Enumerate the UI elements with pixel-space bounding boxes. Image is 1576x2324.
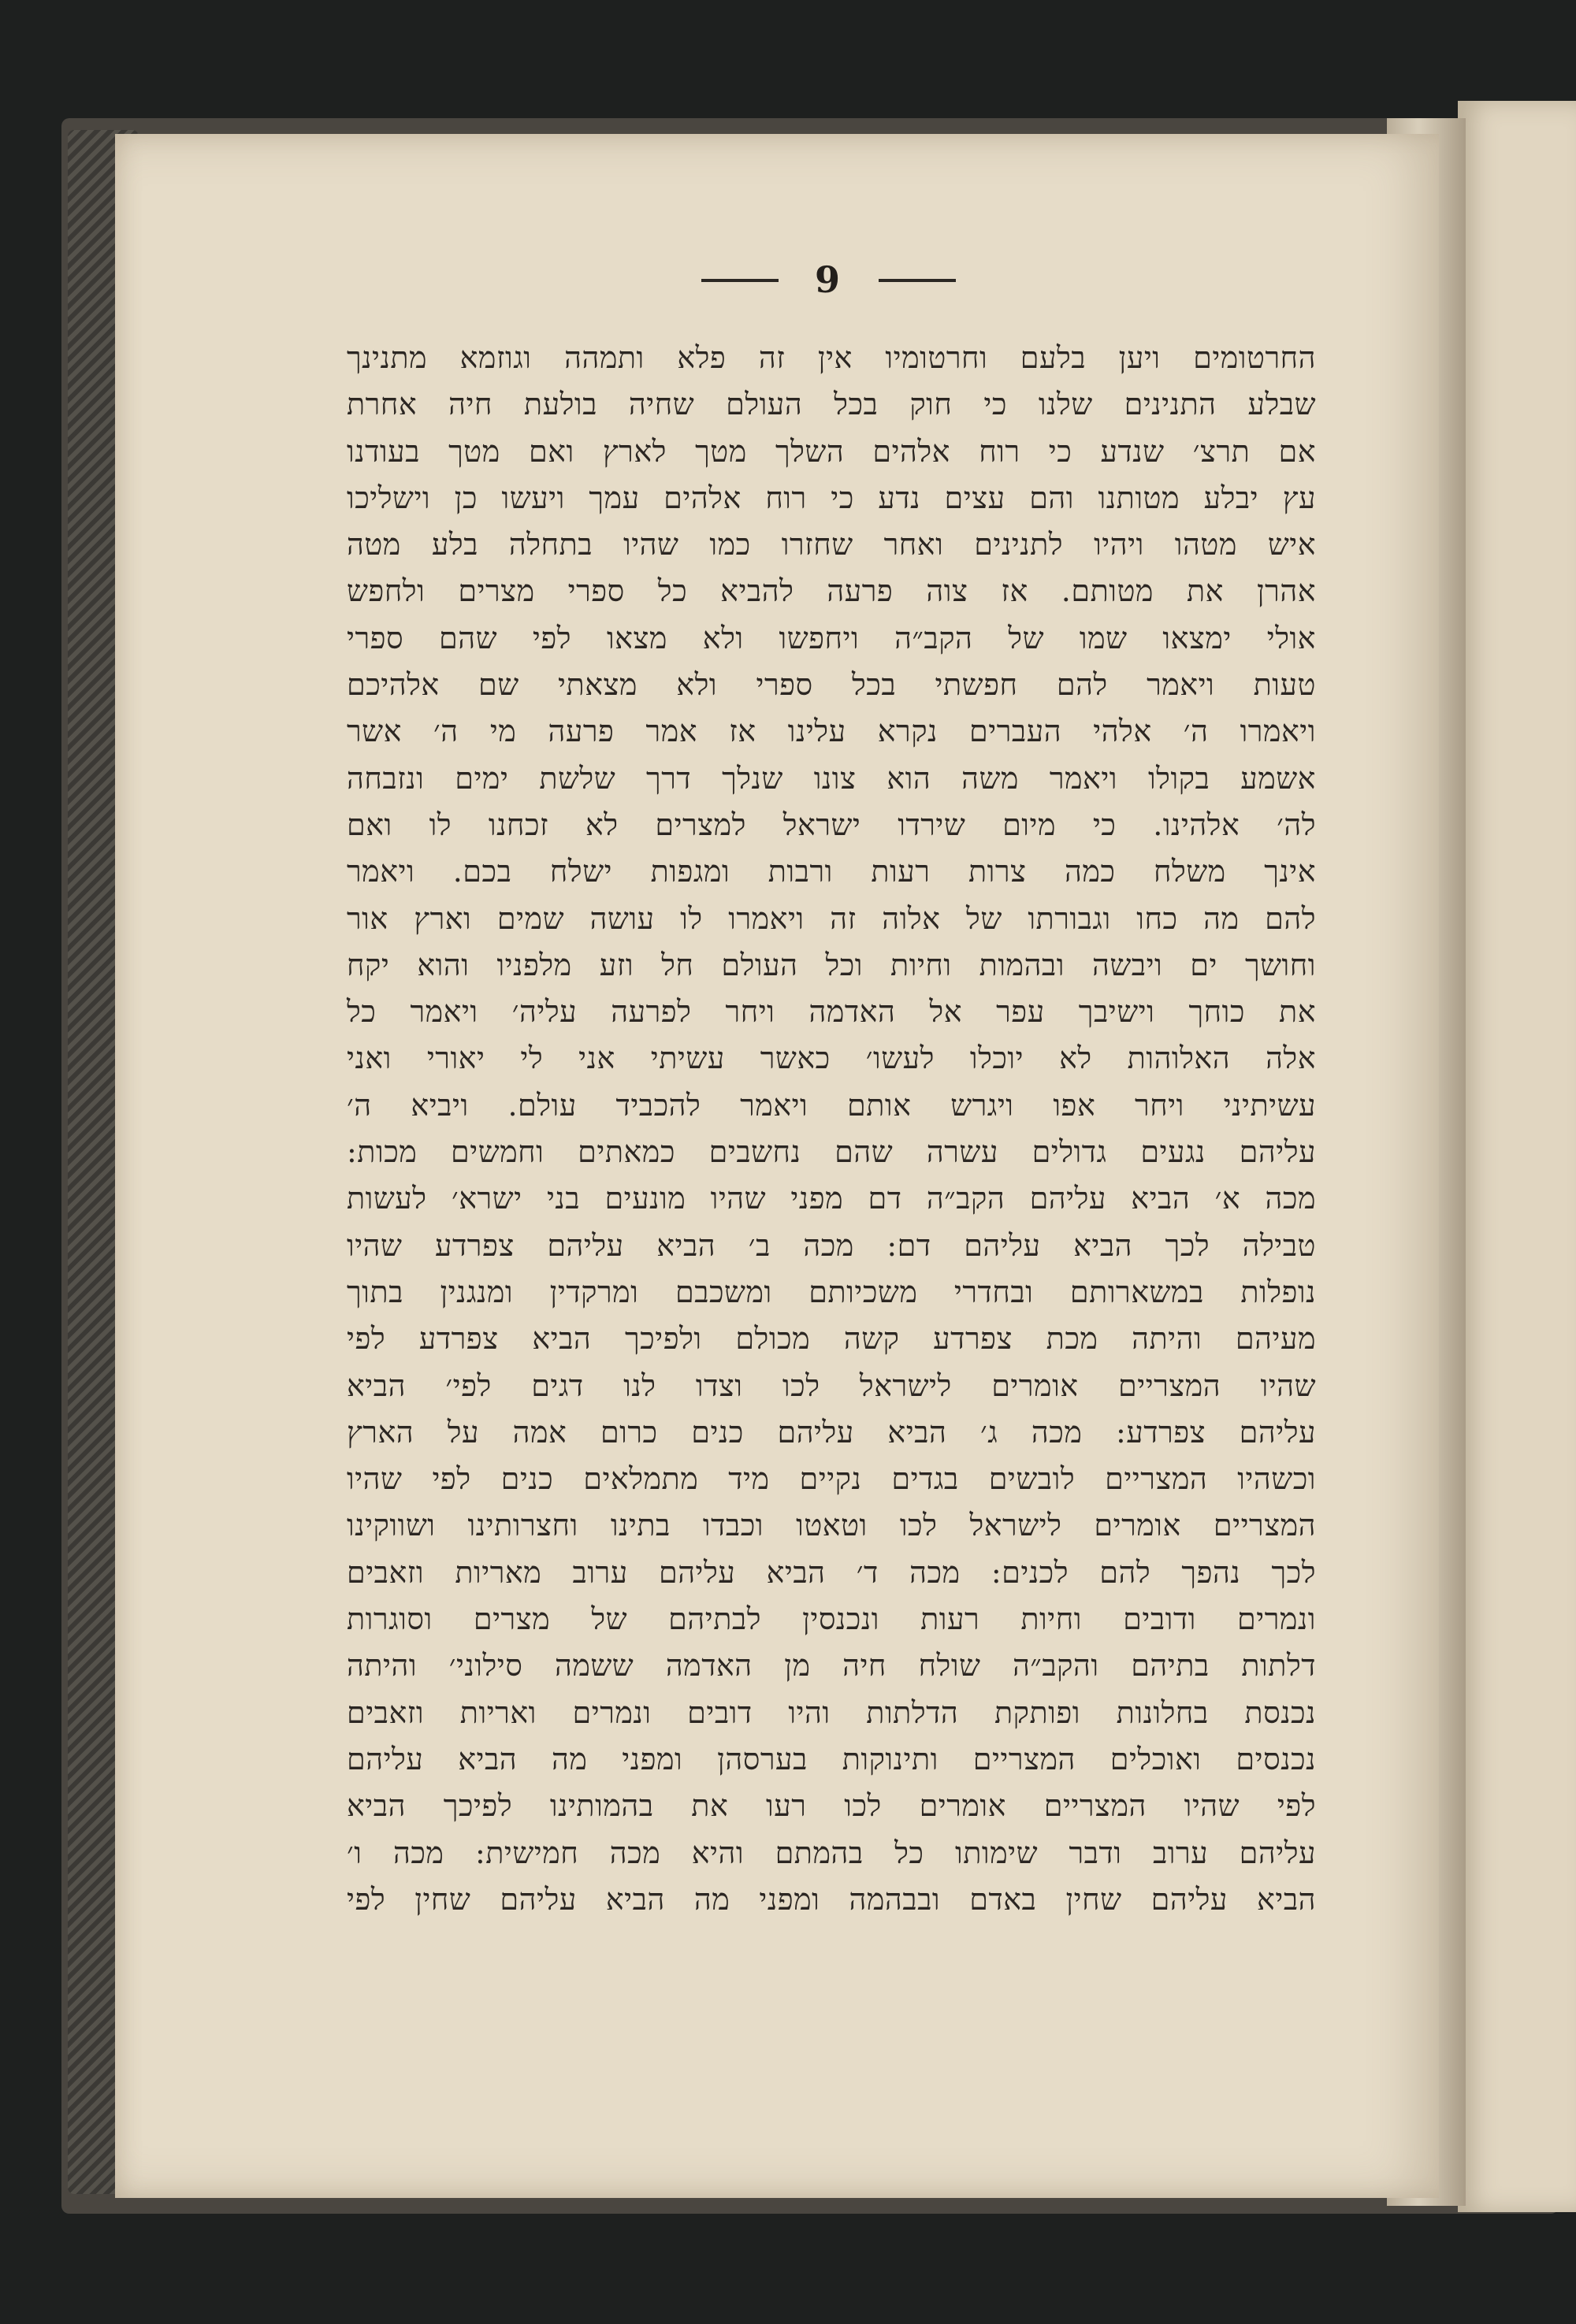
text-line: טבילה לכך הביא עליהם דם: מכה ב׳ הביא עליהם צפרדע שהיו — [347, 1227, 1316, 1263]
facing-page — [1458, 101, 1576, 2212]
text-line: החרטומים ויען בלעם וחרטומיו אין זה פלא ותמהה וגוזמא מתנינך — [347, 340, 1316, 375]
text-line: עליהם ערוב ודבר שימותו כל בהמתם והיא מכה חמישית: מכה ו׳ — [347, 1835, 1316, 1870]
text-line: המצריים אומרים לישראל לכו וטאטו וכבדו בתינו וחצרותינו ושווקינו — [347, 1508, 1316, 1543]
text-line: את כוחך וישיבך עפר אל האדמה ויחר לפרעה עליה׳ ויאמר כל — [347, 994, 1316, 1030]
page-number-dash-left — [701, 279, 779, 282]
text-line: עץ יבלע מטותנו והם עצים נדע כי רוח אלהים עמך ויעשו כן וישליכו — [347, 480, 1316, 515]
text-line: שהיו המצריים אומרים לישראל לכו וצדו לנו דגים לפי׳ הביא — [347, 1368, 1316, 1403]
page-number-dash-right — [879, 279, 956, 282]
text-line: לה׳ אלהינו. כי מיום שירדו ישראל למצרים לא זכחנו לו ואם — [347, 807, 1316, 842]
text-line: עליהם צפרדע: מכה ג׳ הביא עליהם כנים כרום אמה על הארץ — [347, 1414, 1316, 1450]
text-line: מכה א׳ הביא עליהם הקב״ה דם מפני שהיו מונעים בני ישרא׳ לעשות — [347, 1181, 1316, 1216]
page-body-text — [347, 335, 1316, 1923]
text-line: עשיתיני ויחר אפו ויגרש אותם ויאמר להכביד עולם. ויביא ה׳ — [347, 1087, 1316, 1123]
text-line: הביא עליהם שחין באדם ובבהמה ומפני מה הביא עליהם שחין לפי — [347, 1881, 1316, 1917]
text-line: ויאמרו ה׳ אלהי העברים נקרא עלינו אז אמר פרעה מי ה׳ אשר — [347, 714, 1316, 749]
text-line: נכנסת בחלונות ופותקת הדלתות והיו דובים ונמרים ואריות וזאבים — [347, 1695, 1316, 1730]
text-line: להם מה כחו וגבורתו של אלוה זה ויאמרו לו עושה שמים וארץ אור — [347, 900, 1316, 936]
text-line: איש מטהו ויהיו לתנינים ואחר שחזרו כמו שהיו בתחלה בלע מטה — [347, 527, 1316, 562]
text-line: אשמע בקולו ויאמר משה הוא צונו שנלך דרך שלשת ימים ונזבחה — [347, 760, 1316, 796]
text-line: ונמרים ודובים וחיות רעות ונכנסין לבתיהם של מצרים וסוגרות — [347, 1602, 1316, 1637]
text-line: שבלע התנינים שלנו כי חוק בכל העולם שחיה בולעת חיה אחרת — [347, 387, 1316, 422]
page-header — [0, 252, 1576, 307]
text-line: אם תרצ׳ שנדע כי רוח אלהים השלך מטך לארץ ואם מטך בעודנו — [347, 433, 1316, 469]
text-line: אינך משלח כמה צרות רעות ורבות ומגפות ישלח בכם. ויאמר — [347, 854, 1316, 889]
text-line: לפי שהיו המצריים אומרים לכו רעו את בהמותינו לפיכך הביא — [347, 1788, 1316, 1824]
page-number: 9 — [814, 258, 840, 301]
text-line: מעיהם והיתה מכת צפרדע קשה מכולם ולפיכך הביא צפרדע לפי — [347, 1321, 1316, 1357]
text-line: נכנסים ואוכלים המצריים ותינוקות בערסהן ומפני מה הביא עליהם — [347, 1741, 1316, 1776]
text-line: לכך נהפך להם לכנים: מכה ד׳ הביא עליהם ערוב מאריות וזאבים — [347, 1554, 1316, 1590]
text-line: אלה האלוהות לא יוכלו לעשו׳ כאשר עשיתי אני לי יאורי ואני — [347, 1041, 1316, 1076]
text-line: דלתות בתיהם והקב״ה שולח חיה מן האדמה ששמה סילוני׳ והיתה — [347, 1648, 1316, 1684]
text-line: נופלות במשארותם ובחדרי משכיותם ומשכבם ומרקדין ומנגנין בתוך — [347, 1274, 1316, 1309]
text-line: אהרן את מטותם. אז צוה פרעה להביא כל ספרי מצרים ולחפש — [347, 574, 1316, 609]
text-line: אולי ימצאו שמו של הקב״ה ויחפשו ולא מצאו לפי שהם ספרי — [347, 620, 1316, 655]
text-line: טעות ויאמר להם חפשתי בכל ספרי ולא מצאתי שם אלהיכם — [347, 667, 1316, 703]
text-line: וחושך ים ויבשה ובהמות וחיות וכל העולם חל וזע מלפניו והוא יקח — [347, 947, 1316, 982]
text-line: וכשהיו המצריים לובשים בגדים נקיים מיד מתמלאים כנים לפי שהיו — [347, 1461, 1316, 1497]
text-line: עליהם נגעים גדולים עשרה שהם נחשבים כמאתים וחמשים מכות: — [347, 1134, 1316, 1170]
